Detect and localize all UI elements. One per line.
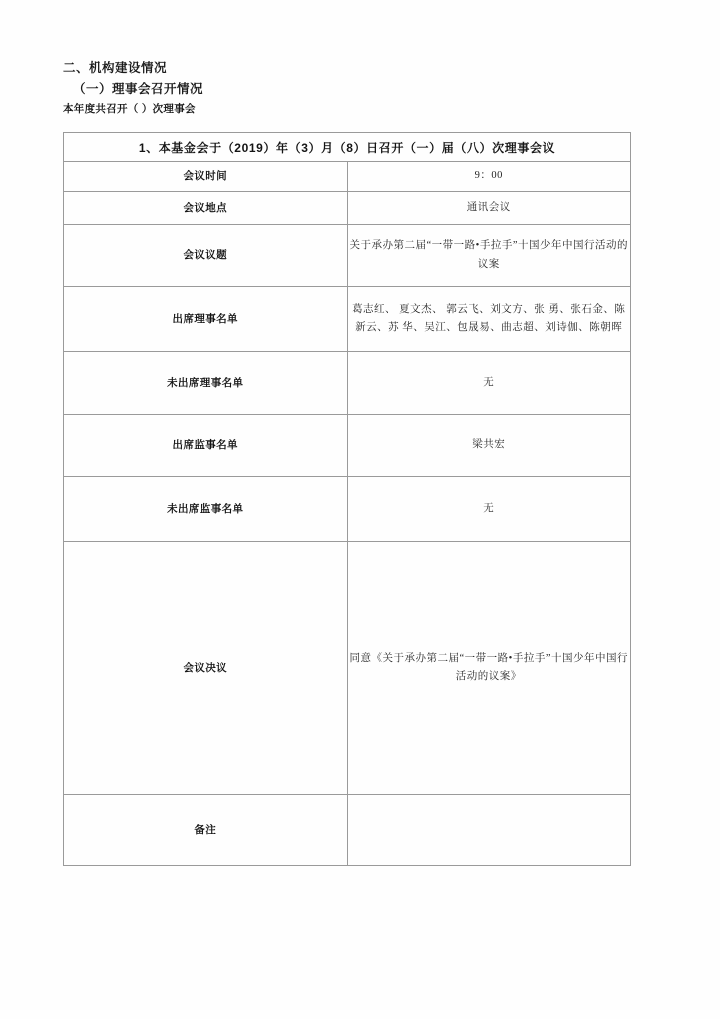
resolution-text: 同意《关于承办第二届“一带一路•手拉手”十国少年中国行活动的议案》: [349, 652, 628, 682]
row-value-attending-supervisors: 梁共宏: [347, 415, 631, 477]
row-label-attending-directors: 出席理事名单: [64, 287, 348, 352]
row-label-absent-directors: 未出席理事名单: [64, 352, 348, 415]
meeting-count-note: 本年度共召开（ ）次理事会: [63, 102, 196, 115]
board-meeting-table: [63, 132, 631, 866]
row-label-remark: 备注: [64, 795, 348, 866]
row-label-meeting-place: 会议地点: [64, 192, 348, 225]
table-row: [64, 192, 631, 225]
row-value-absent-supervisors: 无: [347, 477, 631, 542]
row-value-resolution: [347, 542, 631, 795]
table-row: [64, 415, 631, 477]
row-value-attending-directors: 葛志红、 夏文杰、 郭云飞、刘文方、张 勇、张石金、陈新云、苏 华、吴江、包晟易、曲志超、刘诗伽、陈朝晖: [347, 287, 631, 352]
row-value-absent-directors: 无: [347, 352, 631, 415]
table-row: [64, 225, 631, 287]
table-row: [64, 352, 631, 415]
table-row: [64, 162, 631, 192]
table-row: [64, 477, 631, 542]
row-label-absent-supervisors: 未出席监事名单: [64, 477, 348, 542]
row-label-meeting-time: 会议时间: [64, 162, 348, 192]
table-title-row: [64, 133, 631, 162]
row-value-remark: [347, 795, 631, 866]
table-row: [64, 795, 631, 866]
table-title: 1、本基金会于（2019）年（3）月（8）日召开（一）届（八）次理事会议: [64, 133, 631, 162]
heading-group: [63, 62, 643, 115]
subsection-heading: （一）理事会召开情况: [73, 81, 204, 96]
row-value-meeting-topic: 关于承办第二届“一带一路•手拉手”十国少年中国行活动的议案: [347, 225, 631, 287]
section-heading: 二、机构建设情况: [63, 61, 168, 75]
row-value-meeting-place: 通讯会议: [347, 192, 631, 225]
row-label-resolution: 会议决议: [64, 542, 348, 795]
table-row: [64, 287, 631, 352]
row-label-attending-supervisors: 出席监事名单: [64, 415, 348, 477]
table-row: [64, 542, 631, 795]
row-value-meeting-time: 9：00: [347, 162, 631, 192]
row-label-meeting-topic: 会议议题: [64, 225, 348, 287]
